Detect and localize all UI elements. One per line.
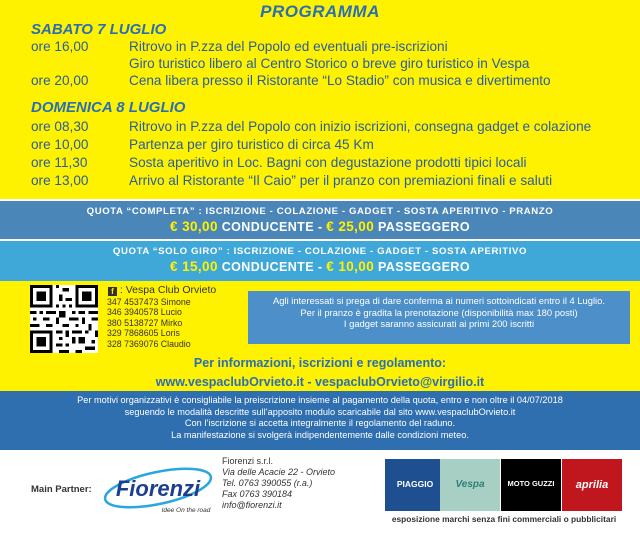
note-line: seguendo le modalità descritte sull’apposito modulo scaricabile dal sito www.vespaclubOrvieto.it: [124, 406, 516, 417]
piaggio-logo: [385, 459, 445, 511]
aprilia-logo: [562, 459, 622, 511]
facebook-label: : Vespa Club Orvieto: [119, 284, 217, 296]
qr-code-icon[interactable]: [30, 285, 98, 353]
page-title: PROGRAMMA: [260, 2, 380, 21]
contact-item: 347 4537473 Simone: [107, 297, 191, 307]
schedule-row: [31, 72, 631, 89]
quota-solo-giro-band: [0, 241, 640, 281]
address-line: info@fiorenzi.it: [222, 500, 282, 510]
partner-address: [222, 456, 335, 511]
schedule-desc: Arrivo al Ristorante “Il Caio” per il pranzo con premiazioni finali e saluti: [129, 173, 553, 188]
contact-item: 380 5138727 Mirko: [107, 317, 183, 328]
confirmation-line: I gadget saranno assicurati ai primi 200 iscritti: [343, 318, 535, 329]
day1-heading: SABATO 7 LUGLIO: [31, 21, 167, 38]
contacts-section: [0, 281, 640, 391]
confirmation-line: Per il pranzo è gradita la prenotazione (disponibilità max 180 posti): [300, 306, 578, 318]
logo-tagline: Idee On the road: [161, 507, 211, 514]
confirmation-line: Agli interessati si prega di dare conferma ai numeri sottoindicati entro il 4 Luglio.: [273, 295, 605, 306]
driver-label: CONDUCENTE -: [221, 220, 323, 234]
quota-completa-band: [0, 201, 640, 239]
schedule-time: ore 10,00: [31, 137, 89, 152]
contact-item: 328 7369076 Claudio: [107, 338, 191, 349]
price-passenger: € 10,00: [326, 259, 375, 274]
schedule-time: ore 13,00: [31, 173, 89, 188]
schedule-row: [31, 172, 631, 189]
address-line: Fax 0763 390184: [222, 489, 293, 499]
address-line: Fiorenzi s.r.l.: [222, 456, 274, 466]
contact-item: 329 7868605 Loris: [107, 328, 180, 339]
quota-completa-prices: [0, 219, 640, 234]
logo-text: Fiorenzi: [115, 476, 201, 501]
note-line: Con l’iscrizione si accetta integralmente il regolamento del raduno.: [184, 418, 456, 428]
contact-list: [107, 297, 191, 349]
brand-label: MOTO GUZZI: [507, 479, 555, 488]
address-line: Via delle Acacie 22 - Orvieto: [222, 467, 336, 477]
main-partner-label: Main Partner:: [31, 484, 92, 495]
schedule-row: [31, 38, 631, 55]
schedule-row: [31, 154, 631, 171]
quota-solo-giro-description: QUOTA “SOLO GIRO” : ISCRIZIONE - COLAZIONE - GADGET - SOSTA APERITIVO: [112, 246, 528, 257]
schedule-row: [31, 136, 631, 153]
moto-guzzi-logo: [501, 459, 561, 511]
quota-solo-giro-prices: [0, 259, 640, 274]
schedule-desc: Giro turistico libero al Centro Storico o breve giro turistico in Vespa: [129, 56, 530, 71]
notes-section: [0, 391, 640, 450]
brands-caption: esposizione marchi senza fini commerciali o pubblicitari: [391, 514, 617, 524]
quota-completa-description: QUOTA “COMPLETA” : ISCRIZIONE - COLAZIONE - GADGET - SOSTA APERITIVO - PRANZO: [86, 206, 554, 217]
address-line: Tel. 0763 390055 (r.a.): [222, 478, 313, 488]
confirmation-box: [248, 291, 630, 344]
price-driver: € 30,00: [170, 219, 218, 234]
schedule-desc: Partenza per giro turistico di circa 45 Km: [129, 137, 374, 152]
note-line: Per motivi organizzativi è consigliabile la preiscrizione insieme al pagamento della quota, entro e non oltre il 04/07/2018: [77, 395, 563, 405]
schedule-row: [31, 118, 631, 135]
vespa-logo: [440, 459, 500, 511]
price-passenger: € 25,00: [326, 219, 375, 234]
schedule-desc: Ritrovo in P.zza del Popolo con inizio iscrizioni, consegna gadget e colazione: [129, 119, 592, 134]
brand-label: PIAGGIO: [396, 479, 434, 489]
schedule-time: ore 11,30: [31, 155, 88, 170]
schedule-desc: Ritrovo in P.zza del Popolo ed eventuali pre-iscrizioni: [129, 39, 448, 54]
passenger-label: PASSEGGERO: [377, 260, 470, 274]
brand-label: Vespa: [455, 479, 485, 490]
facebook-page[interactable]: [108, 284, 216, 296]
note-line: La manifestazione si svolgerà indipendentemente dalle condizioni meteo.: [171, 429, 469, 440]
footer: [0, 450, 640, 535]
contact-item: 346 3940578 Lucio: [107, 307, 182, 318]
schedule-time: ore 20,00: [31, 73, 89, 88]
passenger-label: PASSEGGERO: [377, 220, 470, 234]
info-heading: Per informazioni, iscrizioni e regolamento:: [193, 356, 447, 370]
schedule-time: ore 08,30: [31, 119, 89, 134]
schedule-desc: Sosta aperitivo in Loc. Bagni con degustazione prodotti tipici locali: [129, 155, 527, 170]
info-links[interactable]: www.vespaclubOrvieto.it - vespaclubOrvieto@virgilio.it: [155, 375, 485, 389]
fiorenzi-logo: [98, 466, 220, 518]
driver-label: CONDUCENTE -: [221, 260, 323, 274]
programma-section: [0, 0, 640, 199]
brand-label: aprilia: [575, 479, 609, 491]
schedule-row: [31, 55, 631, 72]
schedule-desc: Cena libera presso il Ristorante “Lo Stadio” con musica e divertimento: [129, 73, 551, 88]
day2-heading: DOMENICA 8 LUGLIO: [31, 99, 186, 116]
facebook-icon: f: [108, 287, 117, 296]
price-driver: € 15,00: [170, 259, 218, 274]
schedule-time: ore 16,00: [31, 39, 89, 54]
